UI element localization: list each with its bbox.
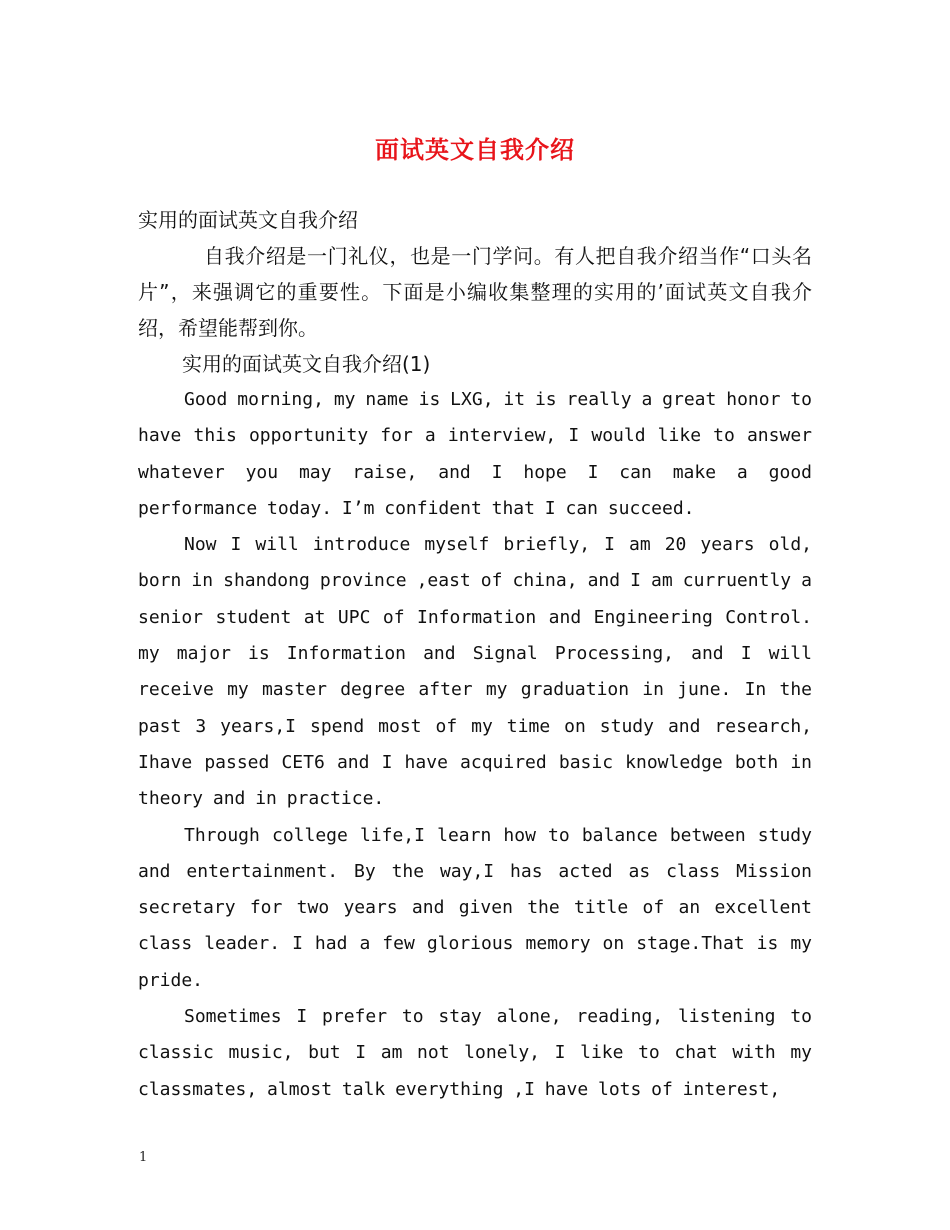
page-number: 1 [139,1150,148,1165]
body-paragraph: Through college life,I learn how to balance between study and entertainment. By the way,I has acted as class Mission secretary for two years and given the title of an excellent class leader. I had a few glorious memory on stage.That is my pride. [138,824,812,991]
body-paragraph: Sometimes I prefer to stay alone, reading, listening to classic music, but I am not lonely, I like to chat with my classmates, almost talk everything ,I have lots of interest, [138,1006,812,1100]
intro-paragraph: 自我介绍是一门礼仪，也是一门学问。有人把自我介绍当作“口头名片”，来强调它的重要性。下面是小编收集整理的实用的’面试英文自我介绍，希望能帮到你。 [138,244,812,340]
section-title: 实用的面试英文自我介绍(1) [182,352,431,376]
body-paragraph: Good morning, my name is LXG, it is really a great honor to have this opportunity for a interview, I would like to answer whatever you may raise, and I hope I can make a good performance today. I’m confident that I can succeed. [138,389,812,519]
article-heading: 实用的面试英文自我介绍 [138,208,358,232]
document-title: 面试英文自我介绍 [375,136,575,164]
body-paragraph: Now I will introduce myself briefly, I am 20 years old, born in shandong province ,east of china, and I am curruently a senior student at UPC of Information and Engineering Control. my major is Information and Signal Processing, and I will receive my master degree after my graduation in june. In the past 3 years,I spend most of my time on study and research, Ihave passed CET6 and I have acquired basic knowledge both in theory and in practice. [138,534,812,810]
document-body [138,202,812,1108]
